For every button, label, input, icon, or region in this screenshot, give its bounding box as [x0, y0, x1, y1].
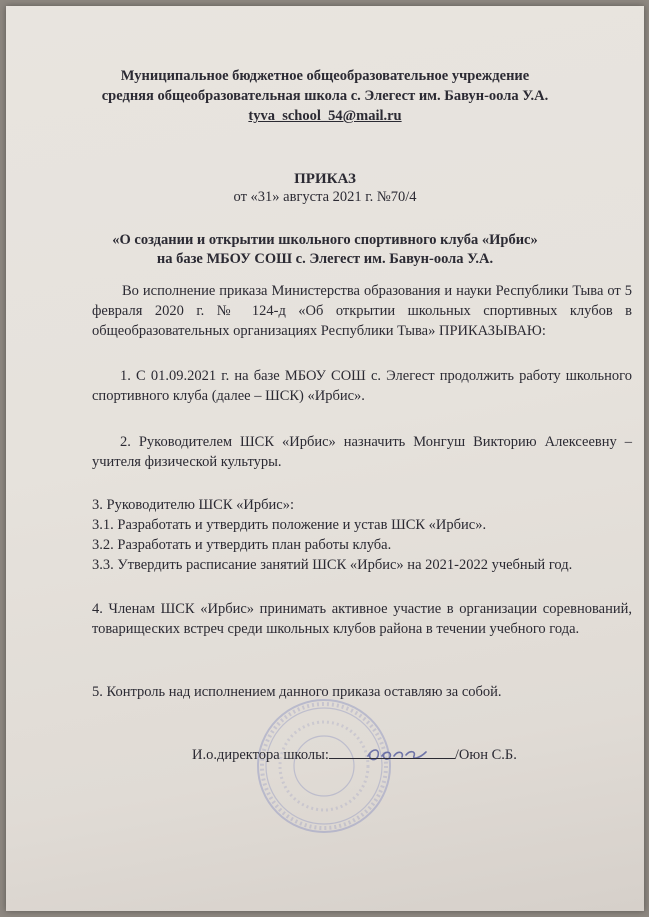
order-subject: [6, 231, 644, 269]
order-subject-line2: на базе МБОУ СОШ с. Элегест им. Бавун-оола У.А.: [156, 251, 494, 267]
order-title: ПРИКАЗ: [294, 171, 356, 187]
signatory-name: /Оюн С.Б.: [454, 747, 517, 763]
signatory-position: И.о.директора школы:: [192, 747, 329, 763]
order-subject-line1: «О создании и открытии школьного спортивного клуба «Ирбис»: [112, 232, 538, 248]
order-item-2: 2. Руководителем ШСК «Ирбис» назначить Монгуш Викторию Алексеевну – учителя физической культуры.: [92, 434, 632, 470]
institution-name-line2: средняя общеобразовательная школа с. Элегест им. Бавун-оола У.А.: [101, 88, 549, 104]
order-item-5: 5. Контроль над исполнением данного приказа оставляю за собой.: [92, 684, 502, 700]
order-date-number: от «31» августа 2021 г. №70/4: [233, 189, 417, 205]
order-item-3: 3. Руководителю ШСК «Ирбис»:: [92, 497, 294, 513]
order-item-1: 1. С 01.09.2021 г. на базе МБОУ СОШ с. Элегест продолжить работу школьного спортивного клуба (далее – ШСК) «Ирбис».: [92, 368, 632, 404]
order-item-3-1: 3.1. Разработать и утвердить положение и устав ШСК «Ирбис».: [92, 517, 487, 533]
signature-underline: [329, 744, 455, 759]
institution-name-line1: Муниципальное бюджетное общеобразовательное учреждение: [120, 68, 530, 84]
order-item-3-2: 3.2. Разработать и утвердить план работы клуба.: [92, 537, 392, 553]
item-1-block: [92, 366, 632, 406]
item-2-block: [92, 432, 632, 472]
letterhead: [6, 66, 644, 126]
order-preamble: Во исполнение приказа Министерства образования и науки Республики Тыва от 5 февраля 2020 г. № 124-д «Об открытии школьных спортивных клубов в общеобразовательных организациях Республики Тыва» ПРИКАЗЫВАЮ:: [92, 283, 632, 339]
item-4-block: [92, 599, 632, 639]
signature-line: [192, 744, 517, 765]
order-item-3-3: 3.3. Утвердить расписание занятий ШСК «Ирбис» на 2021-2022 учебный год.: [92, 557, 573, 573]
order-preamble-block: [92, 281, 632, 341]
document-page: [6, 6, 644, 911]
official-stamp: [252, 694, 397, 839]
order-item-4: 4. Членам ШСК «Ирбис» принимать активное участие в организации соревнований, товарищеских встреч среди школьных клубов района в течении учебного года.: [92, 601, 632, 637]
item-3-block: [92, 495, 632, 575]
institution-email[interactable]: tyva_school_54@mail.ru: [248, 108, 402, 124]
